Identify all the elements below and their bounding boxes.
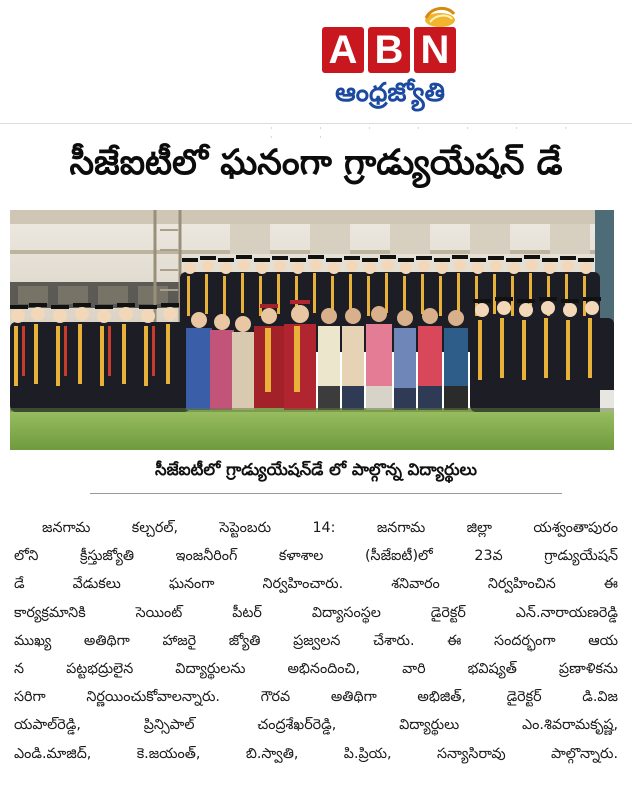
article-photo: [10, 210, 614, 450]
body-line-7: సరిగా నిర్ణయించుకోవాలన్నారు. గౌరవ అతిథిగా అభిజిత్, డైరెక్టర్ డి.విజ: [14, 689, 618, 706]
body-line-1: జనగామ కల్చరల్, సెప్టెంబరు 14: జనగామ జిల్లా యశ్వంతాపురం: [42, 520, 618, 536]
article-body: [14, 514, 618, 768]
clipped-text-edge: · · · · · · · · ·: [270, 124, 590, 142]
article-headline: సీజేఐటీలో ఘనంగా గ్రాడ్యుయేషన్ డే: [69, 143, 563, 183]
caption-divider: [90, 493, 562, 494]
photo-caption: సీజేఐటీలో గ్రాడ్యుయేషన్‌డే లో పాల్గొన్న విద్యార్థులు: [155, 460, 477, 479]
body-line-5: ముఖ్య అతిథిగా హాజరై జ్యోతి ప్రజ్వలన చేశారు. ఈ సందర్భంగా ఆయ: [14, 632, 618, 649]
abn-letter-a: A: [322, 27, 364, 73]
group-photo-image: [10, 210, 614, 450]
body-line-2: లోని క్రీస్తుజ్యోతి ఇంజనీరింగ్ కళాశాల (సీజేఐటీ)లో 23వ గ్రాడ్యుయేషన్: [14, 548, 618, 565]
body-line-4: కార్యక్రమానికి సెయింట్ పీటర్ విద్యాసంస్థల డైరెక్టర్ ఎన్.నారాయణరెడ్డి: [14, 604, 618, 621]
body-line-3: డే వేడుకలు ఘనంగా నిర్వహించారు. శనివారం నిర్వహించిన ఈ: [14, 576, 618, 593]
abn-letter-n: N: [414, 27, 456, 73]
body-line-9: ఎండి.మాజిద్, కె.జయంత్, బి.స్వాతి, పి.ప్రియ, సన్యాసిరావు పాల్గొన్నారు.: [14, 745, 618, 762]
masthead: [0, 0, 632, 120]
body-line-6: న పట్టభద్రులైన విద్యార్థులను అభినందించి, వారి భవిష్యత్ ప్రణాళికను: [14, 661, 618, 678]
body-line-8: యపాల్‌రెడ్డి, ప్రిన్సిపాల్ చంద్రశేఖర్‌రెడ్డి, విద్యార్థులు ఎం.శివరామకృష్ణ,: [14, 717, 618, 734]
masthead-subtitle: ఆంధ్రజ్యోతి: [335, 78, 445, 108]
abn-letter-b: B: [368, 27, 410, 73]
abn-logo: [322, 27, 456, 73]
